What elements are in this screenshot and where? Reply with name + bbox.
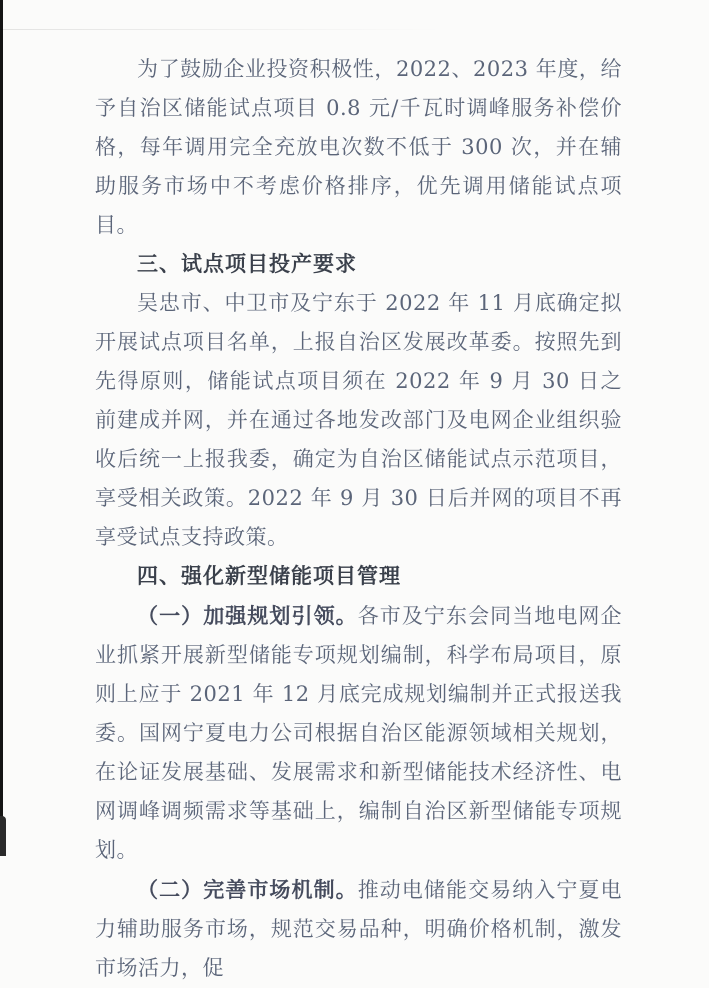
scanner-edge-smudge <box>0 816 6 856</box>
paragraph-market <box>95 870 622 988</box>
scanner-edge-strip <box>0 0 3 856</box>
paragraph-pilot-production: 吴忠市、中卫市及宁东于 2022 年 11 月底确定拟开展试点项目名单，上报自治区发展改革委。按照先到先得原则，储能试点项目须在 2022 年 9 月 30 日之前建成并网，并在通过各地发改部门及电网企业组织验收后统一上报我委，确定为自治区储能试点示范项目，享受相关政策。2022 年 9 月 30 日后并网的项目不再享受试点支持政策。 <box>95 291 622 549</box>
heading-section-4: 四、强化新型储能项目管理 <box>137 564 401 588</box>
paragraph-market-lead: （二）完善市场机制。 <box>137 877 358 902</box>
paragraph-incentive: 为了鼓励企业投资积极性，2022、2023 年度，给予自治区储能试点项目 0.8 元/千瓦时调峰服务补偿价格，每年调用完全充放电次数不低于 300 次，并在辅助服务市场中不考虑价格排序，优先调用储能试点项目。 <box>95 57 622 237</box>
scan-crease-artifact <box>3 29 443 30</box>
heading-section-3: 三、试点项目投产要求 <box>137 252 357 276</box>
paragraph-market-body: 推动电储能交易纳入宁夏电力辅助服务市场，规范交易品种，明确价格机制，激发市场活力，促 <box>95 878 623 980</box>
paragraph-planning-lead: （一）加强规划引领。 <box>137 603 358 628</box>
paragraph-planning-body: 各市及宁东会同当地电网企业抓紧开展新型储能专项规划编制，科学布局项目，原则上应于 2021 年 12 月底完成规划编制并正式报送我委。国网宁夏电力公司根据自治区能源领域相关规划，在论证发展基础、发展需求和新型储能技术经济性、电网调峰调频需求等基础上，编制自治区新型储能专项规划。 <box>95 604 623 862</box>
document-page <box>95 50 622 988</box>
paragraph-planning <box>95 596 622 870</box>
